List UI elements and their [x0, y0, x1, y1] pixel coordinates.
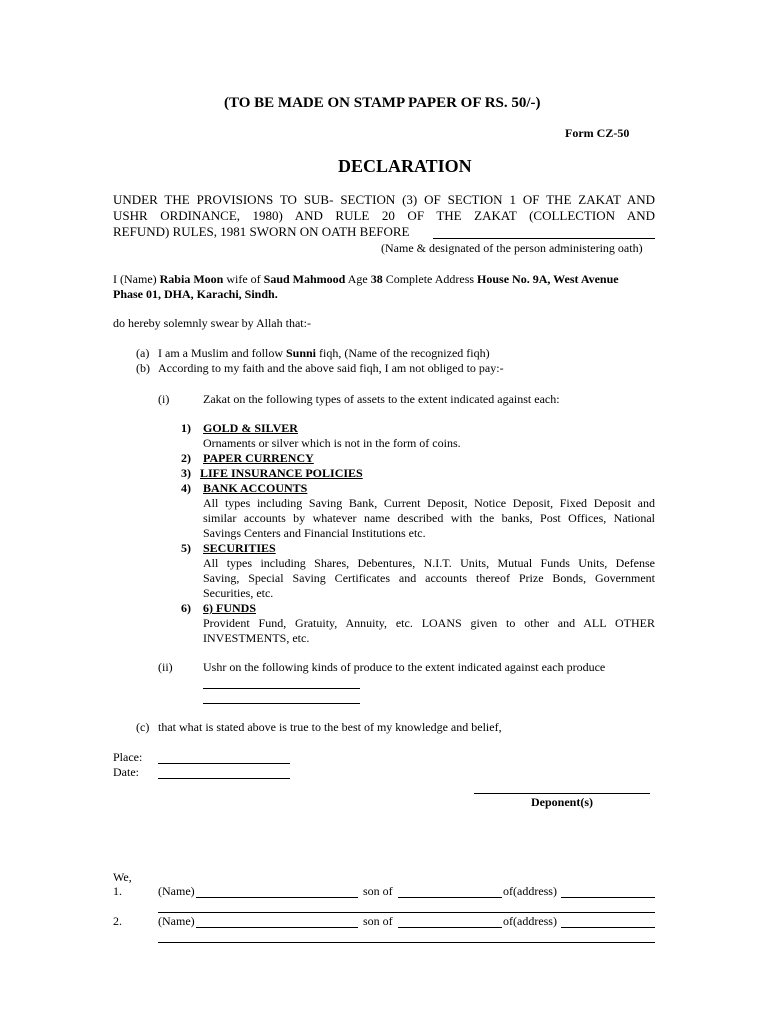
asset-1-desc: Ornaments or silver which is not in the form of coins.	[203, 436, 461, 450]
clause-a-label: (a)	[136, 346, 150, 360]
oath-caption: (Name & designated of the person administering oath)	[381, 241, 643, 255]
asset-6-title: 6) FUNDS	[203, 601, 256, 615]
deponent-label: Deponent(s)	[531, 795, 593, 809]
asset-3-title: LIFE INSURANCE POLICIES	[200, 466, 363, 480]
oath-officer-blank[interactable]	[433, 238, 655, 239]
place-blank[interactable]	[158, 763, 290, 764]
address-label: Complete Address	[385, 272, 475, 286]
witness-2-son-of-label: son of	[363, 914, 393, 928]
witness-2-address-blank[interactable]	[561, 927, 655, 928]
witness-1-name-blank[interactable]	[196, 897, 358, 898]
spouse-name: Saud Mahmood	[263, 272, 346, 286]
page-title: DECLARATION	[338, 156, 472, 176]
witness-2-number: 2.	[113, 914, 122, 928]
wife-of-label: wife of	[226, 272, 261, 286]
asset-3-number: 3)	[181, 466, 191, 480]
witness-2-father-blank[interactable]	[398, 927, 502, 928]
date-label: Date:	[113, 765, 139, 779]
asset-2-title: PAPER CURRENCY	[203, 451, 314, 465]
swear-statement: do hereby solemnly swear by Allah that:-	[113, 316, 311, 330]
declarant-line-1	[113, 272, 619, 287]
witness-1-father-blank[interactable]	[398, 897, 502, 898]
clause-c-text: that what is stated above is true to the best of my knowledge and belief,	[158, 720, 502, 734]
provisions-line-3: REFUND) RULES, 1981 SWORN ON OATH BEFORE	[113, 224, 410, 239]
address-line-1: House No. 9A, West Avenue	[477, 272, 619, 286]
witness-1-address-blank-2[interactable]	[158, 912, 655, 913]
witness-2-address-label: of(address)	[503, 914, 557, 928]
provisions-line-2: USHR ORDINANCE, 1980) AND RULE 20 OF THE ZAKAT (COLLECTION AND	[113, 208, 655, 223]
asset-4-desc-3: Savings Centers and Financial Institutions etc.	[203, 526, 426, 540]
witness-1-address-label: of(address)	[503, 884, 557, 898]
place-label: Place:	[113, 750, 143, 764]
witness-2-address-blank-2[interactable]	[158, 942, 655, 943]
asset-6-number: 6)	[181, 601, 191, 615]
witness-2-name-blank[interactable]	[196, 927, 358, 928]
clause-b-label: (b)	[136, 361, 150, 375]
fiqh-name: Sunni	[285, 346, 317, 360]
clause-c-label: (c)	[136, 720, 150, 734]
witness-1-name-label: (Name)	[158, 884, 195, 898]
declarant-age: 38	[370, 272, 383, 286]
address-line-2: Phase 01, DHA, Karachi, Sindh.	[113, 287, 278, 301]
clause-b-text: According to my faith and the above said fiqh, I am not obliged to pay:-	[158, 361, 504, 375]
asset-5-desc-3: Securities, etc.	[203, 586, 274, 600]
subclause-i-text: Zakat on the following types of assets to the extent indicated against each:	[203, 392, 560, 406]
asset-1-title: GOLD & SILVER	[203, 421, 298, 435]
declarant-name: Rabia Moon	[159, 272, 224, 286]
asset-6-desc-1: Provident Fund, Gratuity, Annuity, etc. LOANS given to other and ALL OTHER	[203, 616, 655, 630]
clause-a-text: I am a Muslim and follow Sunni fiqh, (Name of the recognized fiqh)	[158, 346, 490, 360]
asset-6-desc-2: INVESTMENTS, etc.	[203, 631, 310, 645]
asset-5-title: SECURITIES	[203, 541, 276, 555]
date-blank[interactable]	[158, 778, 290, 779]
provisions-line-1: UNDER THE PROVISIONS TO SUB- SECTION (3) OF SECTION 1 OF THE ZAKAT AND	[113, 192, 655, 207]
asset-4-number: 4)	[181, 481, 191, 495]
stamp-paper-note: (TO BE MADE ON STAMP PAPER OF RS. 50/-)	[224, 95, 541, 111]
name-label: I (Name)	[113, 272, 157, 286]
ushr-produce-blank-1[interactable]	[203, 688, 360, 689]
ushr-produce-blank-2[interactable]	[203, 703, 360, 704]
subclause-i-label: (i)	[158, 392, 170, 406]
asset-4-desc-1: All types including Saving Bank, Current Deposit, Notice Deposit, Fixed Deposit and	[203, 496, 655, 510]
witness-1-son-of-label: son of	[363, 884, 393, 898]
witnesses-we: We,	[113, 870, 132, 884]
subclause-ii-text: Ushr on the following kinds of produce to the extent indicated against each produce	[203, 660, 606, 674]
asset-4-desc-2: similar accounts by whatever name described with the banks, Post Offices, National	[203, 511, 655, 525]
witness-1-number: 1.	[113, 884, 122, 898]
asset-2-number: 2)	[181, 451, 191, 465]
witness-2-name-label: (Name)	[158, 914, 195, 928]
asset-5-number: 5)	[181, 541, 191, 555]
witness-1-address-blank[interactable]	[561, 897, 655, 898]
asset-4-title: BANK ACCOUNTS	[203, 481, 308, 495]
age-label: Age	[347, 272, 368, 286]
asset-5-desc-1: All types including Shares, Debentures, N.I.T. Units, Mutual Funds Units, Defense	[203, 556, 655, 570]
asset-1-number: 1)	[181, 421, 191, 435]
form-number: Form CZ-50	[565, 126, 630, 140]
deponent-signature-line[interactable]	[474, 793, 650, 794]
asset-5-desc-2: Saving, Special Saving Certificates and accounts thereof Prize Bonds, Government	[203, 571, 655, 585]
subclause-ii-label: (ii)	[158, 660, 173, 674]
